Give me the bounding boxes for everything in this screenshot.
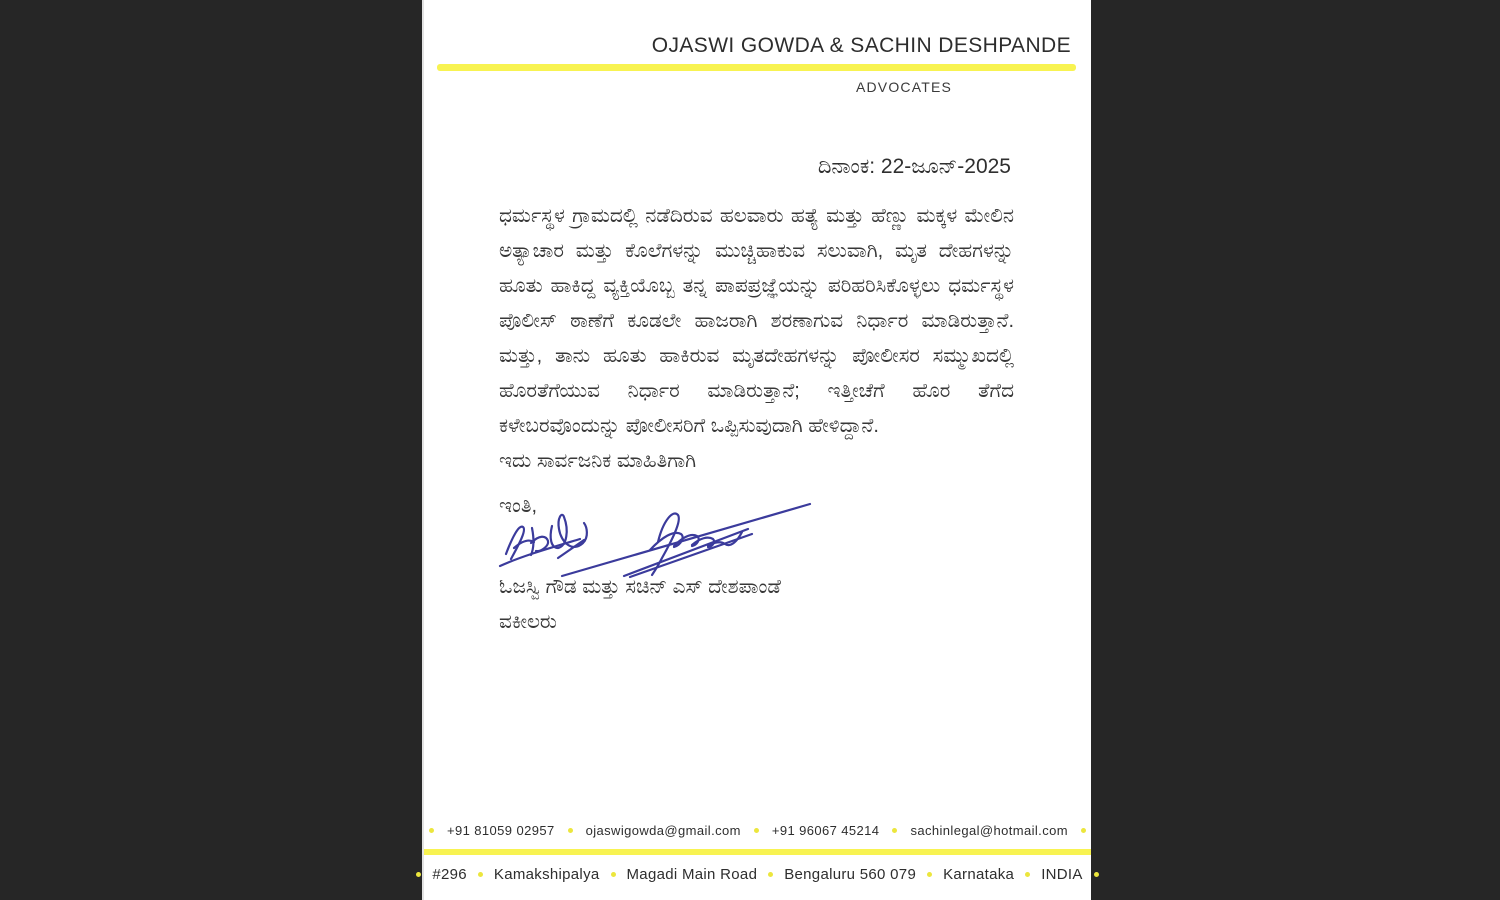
bullet-dot-icon [611,872,616,877]
letter-page [422,0,1091,900]
email-primary: ojaswigowda@gmail.com [585,823,741,838]
address-city-pin: Bengaluru 560 079 [784,866,917,883]
firm-name: OJASWI GOWDA & SACHIN DESHPANDE [651,34,1071,57]
bullet-dot-icon [768,872,773,877]
bullet-dot-icon [1081,828,1086,833]
handwritten-signatures [492,496,824,580]
email-secondary: sachinlegal@hotmail.com [910,823,1068,838]
signatories-names: ಓಜಸ್ವಿ ಗೌಡ ಮತ್ತು ಸಚಿನ್ ಎಸ್ ದೇಶಪಾಂಡೆ [499,576,781,598]
bullet-dot-icon [1025,872,1030,877]
advocates-subtitle: ADVOCATES [855,79,953,95]
address-number: #296 [432,866,467,883]
footer-contacts-row [424,823,1091,838]
bullet-dot-icon [892,828,897,833]
footer-address-row [424,866,1091,883]
header-yellow-rule [437,64,1076,71]
public-info-line: ಇದು ಸಾರ್ವಜನಿಕ ಮಾಹಿತಿಗಾಗಿ [499,450,697,472]
address-state: Karnataka [943,866,1015,883]
designation-line: ವಕೀಲರು [499,611,557,633]
bullet-dot-icon [429,828,434,833]
phone-secondary: +91 96067 45214 [771,823,880,838]
address-country: INDIA [1041,866,1083,883]
bullet-dot-icon [416,872,421,877]
date-line: ದಿನಾಂಕ: 22-ಜೂನ್-2025 [817,155,1011,178]
address-locality: Kamakshipalya [493,866,600,883]
bullet-dot-icon [927,872,932,877]
bullet-dot-icon [754,828,759,833]
bullet-dot-icon [478,872,483,877]
footer-yellow-rule [424,849,1091,855]
closing-line: ಇಂತಿ, [499,495,538,517]
address-road: Magadi Main Road [626,866,758,883]
signature-strokes [500,504,810,577]
bullet-dot-icon [1094,872,1099,877]
phone-primary: +91 81059 02957 [447,823,555,838]
letter-body: ಧರ್ಮಸ್ಥಳ ಗ್ರಾಮದಲ್ಲಿ ನಡೆದಿರುವ ಹಲವಾರು ಹತ್ಯೆ ಮತ್ತು ಹೆಣ್ಣು ಮಕ್ಕಳ ಮೇಲಿನ ಅತ್ಯಾಚಾರ ಮತ್ತು ಕೊಲೆಗಳನ್ನು ಮುಚ್ಚಿಹಾಕುವ ಸಲುವಾಗಿ, ಮೃತ ದೇಹಗಳನ್ನು ಹೂತು ಹಾಕಿದ್ದ ವ್ಯಕ್ತಿಯೊಬ್ಬ ತನ್ನ ಪಾಪಪ್ರಜ್ಞೆಯನ್ನು ಪರಿಹರಿಸಿಕೊಳ್ಳಲು ಧರ್ಮಸ್ಥಳ ಪೊಲೀಸ್ ಠಾಣೆಗೆ ಕೂಡಲೇ ಹಾಜರಾಗಿ ಶರಣಾಗುವ ನಿರ್ಧಾರ ಮಾಡಿರುತ್ತಾನೆ. ಮತ್ತು, ತಾನು ಹೂತು ಹಾಕಿರುವ ಮೃತದೇಹಗಳನ್ನು ಪೋಲೀಸರ ಸಮ್ಮುಖದಲ್ಲಿ ಹೊರತೆಗೆಯುವ ನಿರ್ಧಾರ ಮಾಡಿರುತ್ತಾನೆ; ಇತ್ತೀಚೆಗೆ ಹೊರ ತೆಗೆದ ಕಳೇಬರವೊಂದುನ್ನು ಪೋಲೀಸರಿಗೆ ಒಪ್ಪಿಸುವುದಾಗಿ ಹೇಳಿದ್ದಾನೆ. [499,205,1014,437]
bullet-dot-icon [568,828,573,833]
